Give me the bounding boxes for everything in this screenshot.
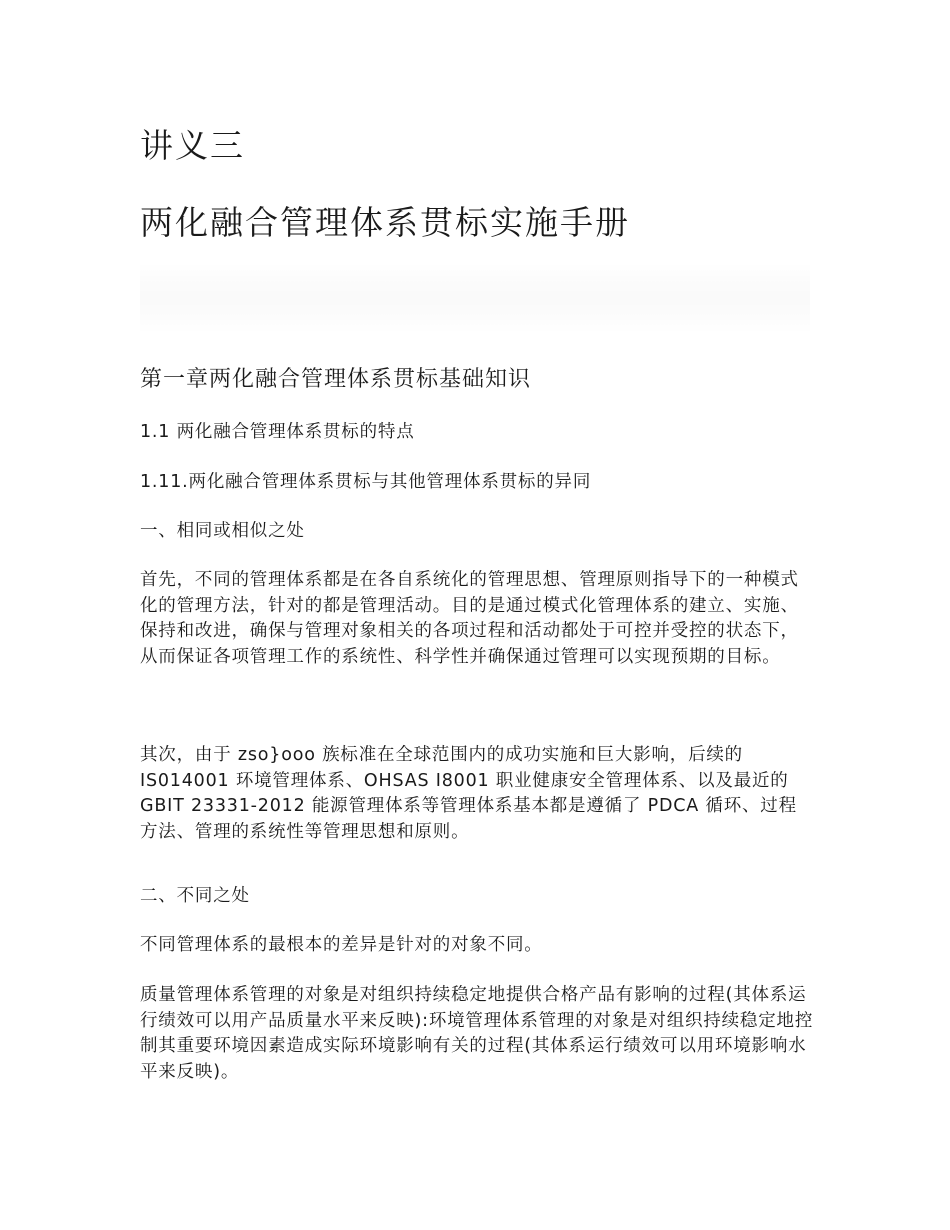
paragraph-third: 不同管理体系的最根本的差异是针对的对象不同。: [140, 935, 543, 955]
manual-title: 两化融合管理体系贯标实施手册: [140, 203, 630, 242]
paragraph-second: 其次，由于 zso}ooo 族标准在全球范围内的成功实施和巨大影响，后续的 IS014001 环境管理体系、OHSAS Ⅰ8001 职业健康安全管理体系、以及最近的 GBIT 23331-2012 能源管理体系等管理体系基本都是遵循了 PDCA 循环、过程方法、管理的系统性等管理思想和原则。: [140, 745, 797, 842]
faint-bleed-through-band: [140, 262, 810, 334]
section-heading-1-1: 1.1 两化融合管理体系贯标的特点: [140, 422, 415, 442]
paragraph-first: 首先，不同的管理体系都是在各自系统化的管理思想、管理原则指导下的一种模式化的管理方法，针对的都是管理活动。目的是通过模式化管理体系的建立、实施、保持和改进，确保与管理对象相关的各项过程和活动都处于可控并受控的状态下，从而保证各项管理工作的系统性、科学性并确保通过管理可以实现预期的目标。: [140, 570, 799, 667]
chapter-heading: 第一章两化融合管理体系贯标基础知识: [140, 367, 532, 392]
lecture-title: 讲义三: [140, 126, 245, 165]
section-heading-1-11: 1.11.两化融合管理体系贯标与其他管理体系贯标的异同: [140, 472, 592, 492]
subheading-differences: 二、不同之处: [140, 886, 250, 906]
paragraph-fourth: 质量管理体系管理的对象是对组织持续稳定地提供合格产品有影响的过程(其体系运行绩效可以用产品质量水平来反映):环境管理体系管理的对象是对组织持续稳定地控制其重要环境因素造成实际环境影响有关的过程(其体系运行绩效可以用环境影响水平来反映)。: [140, 985, 814, 1082]
subheading-similarities: 一、相同或相似之处: [140, 521, 305, 541]
